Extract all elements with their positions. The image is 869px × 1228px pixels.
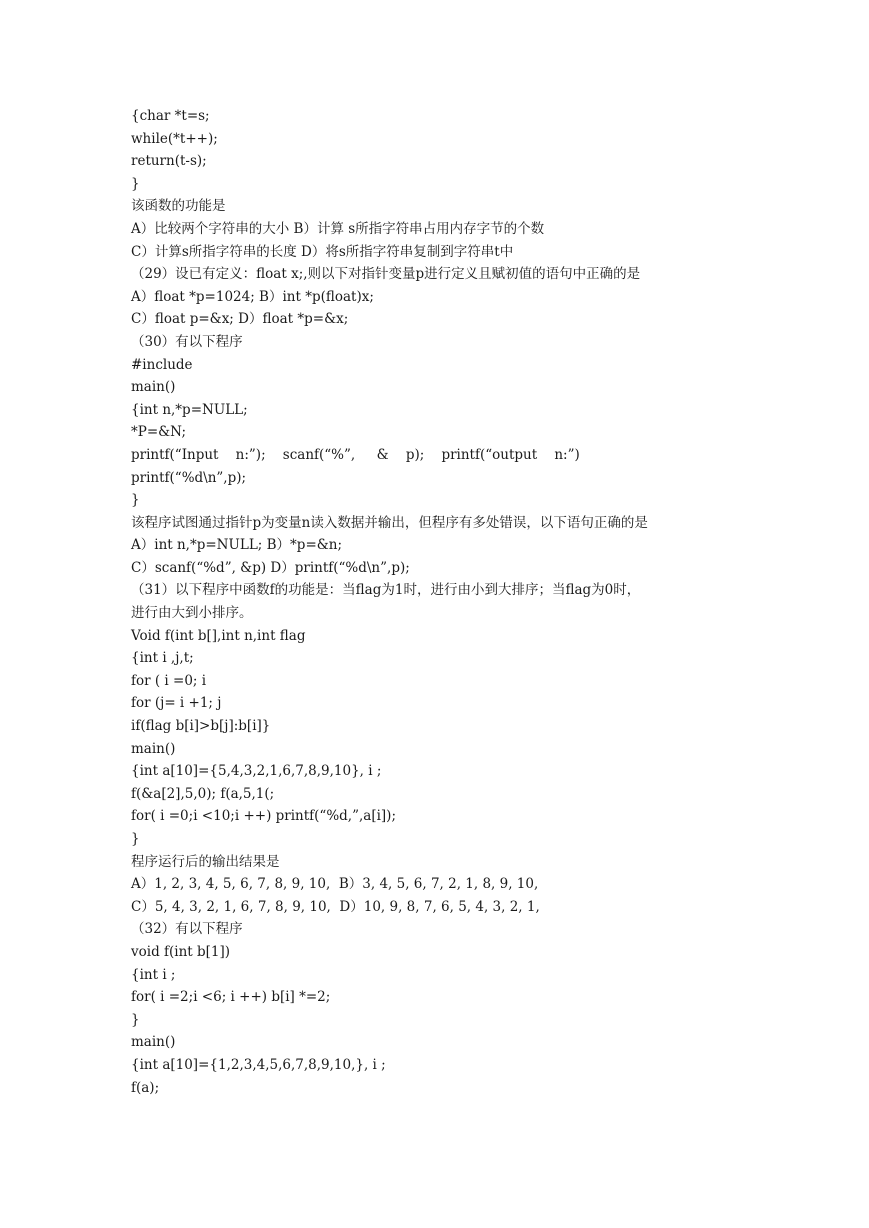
document-line: f(a); [131,1079,160,1096]
document-line: A）比较两个字符串的大小 B）计算 s所指字符串占用内存字节的个数 [131,220,545,237]
document-line: {int i ,j,t; [131,650,194,667]
document-line: main() [131,379,176,396]
document-line: return(t-s); [131,153,207,170]
document-line: *P=&N; [131,424,187,441]
document-line: （32）有以下程序 [131,921,243,938]
document-line: （30）有以下程序 [131,333,243,350]
document-line: {int a[10]={5,4,3,2,1,6,7,8,9,10}, i ; [131,763,382,780]
document-line: printf(“Input n:”); scanf(“%”, & p); printf(“output n:”) [131,446,580,463]
document-line: {int i ; [131,966,176,983]
document-line: #include [131,356,193,373]
document-line: for (j= i +1; j [131,695,222,712]
document-line: Void f(int b[],int n,int flag [131,627,306,644]
document-line: for ( i =0; i [131,672,207,689]
document-line: if(flag b[i]>b[j]:b[i]} [131,718,271,735]
document-line: main() [131,740,176,757]
document-line: } [131,1011,140,1028]
document-line: A）int n,*p=NULL; B）*p=&n; [131,537,343,554]
document-line: 程序运行后的输出结果是 [131,853,280,870]
document-line: {char *t=s; [131,108,210,124]
document-line: 该程序试图通过指针p为变量n读入数据并输出，但程序有多处错误，以下语句正确的是 [131,514,648,531]
document-line: for( i =0;i <10;i ++) printf(“%d,”,a[i]); [131,808,396,825]
document-line: } [131,492,140,509]
document-line: } [131,831,140,847]
document-line: main() [131,1034,176,1051]
document-line: A）1, 2, 3, 4, 5, 6, 7, 8, 9, 10, B）3, 4, 5, 6, 7, 2, 1, 8, 9, 10, [131,876,539,893]
document-line: {int a[10]={1,2,3,4,5,6,7,8,9,10,}, i ; [131,1056,386,1073]
document-line: C）5, 4, 3, 2, 1, 6, 7, 8, 9, 10, D）10, 9, 8, 7, 6, 5, 4, 3, 2, 1, [131,898,540,915]
document-line: （31）以下程序中函数f的功能是：当flag为1时，进行由小到大排序；当flag为0时， [131,582,641,599]
document-line: C）scanf(“%d”, &p) D）printf(“%d\n”,p); [131,559,410,576]
document-line: while(*t++); [131,130,218,147]
document-line: for( i =2;i <6; i ++) b[i] *=2; [131,989,331,1006]
document-line: A）float *p=1024; B）int *p(float)x; [131,288,374,305]
document-line: 该函数的功能是 [131,198,226,215]
document-line: } [131,175,140,192]
document-line: C）float p=&x; D）float *p=&x; [131,311,349,328]
document-line: {int n,*p=NULL; [131,401,248,418]
document-line: （29）设已有定义：float x;,则以下对指针变量p进行定义且赋初值的语句中正确的是 [131,266,641,283]
document-line: 进行由大到小排序。 [131,605,253,622]
document-body [131,105,751,1099]
document-line: void f(int b[1]) [131,943,231,960]
document-line: printf(“%d\n”,p); [131,469,247,486]
document-line: C）计算s所指字符串的长度 D）将s所指字符串复制到字符串t中 [131,243,514,260]
document-line: f(&a[2],5,0); f(a,5,1(; [131,785,275,802]
